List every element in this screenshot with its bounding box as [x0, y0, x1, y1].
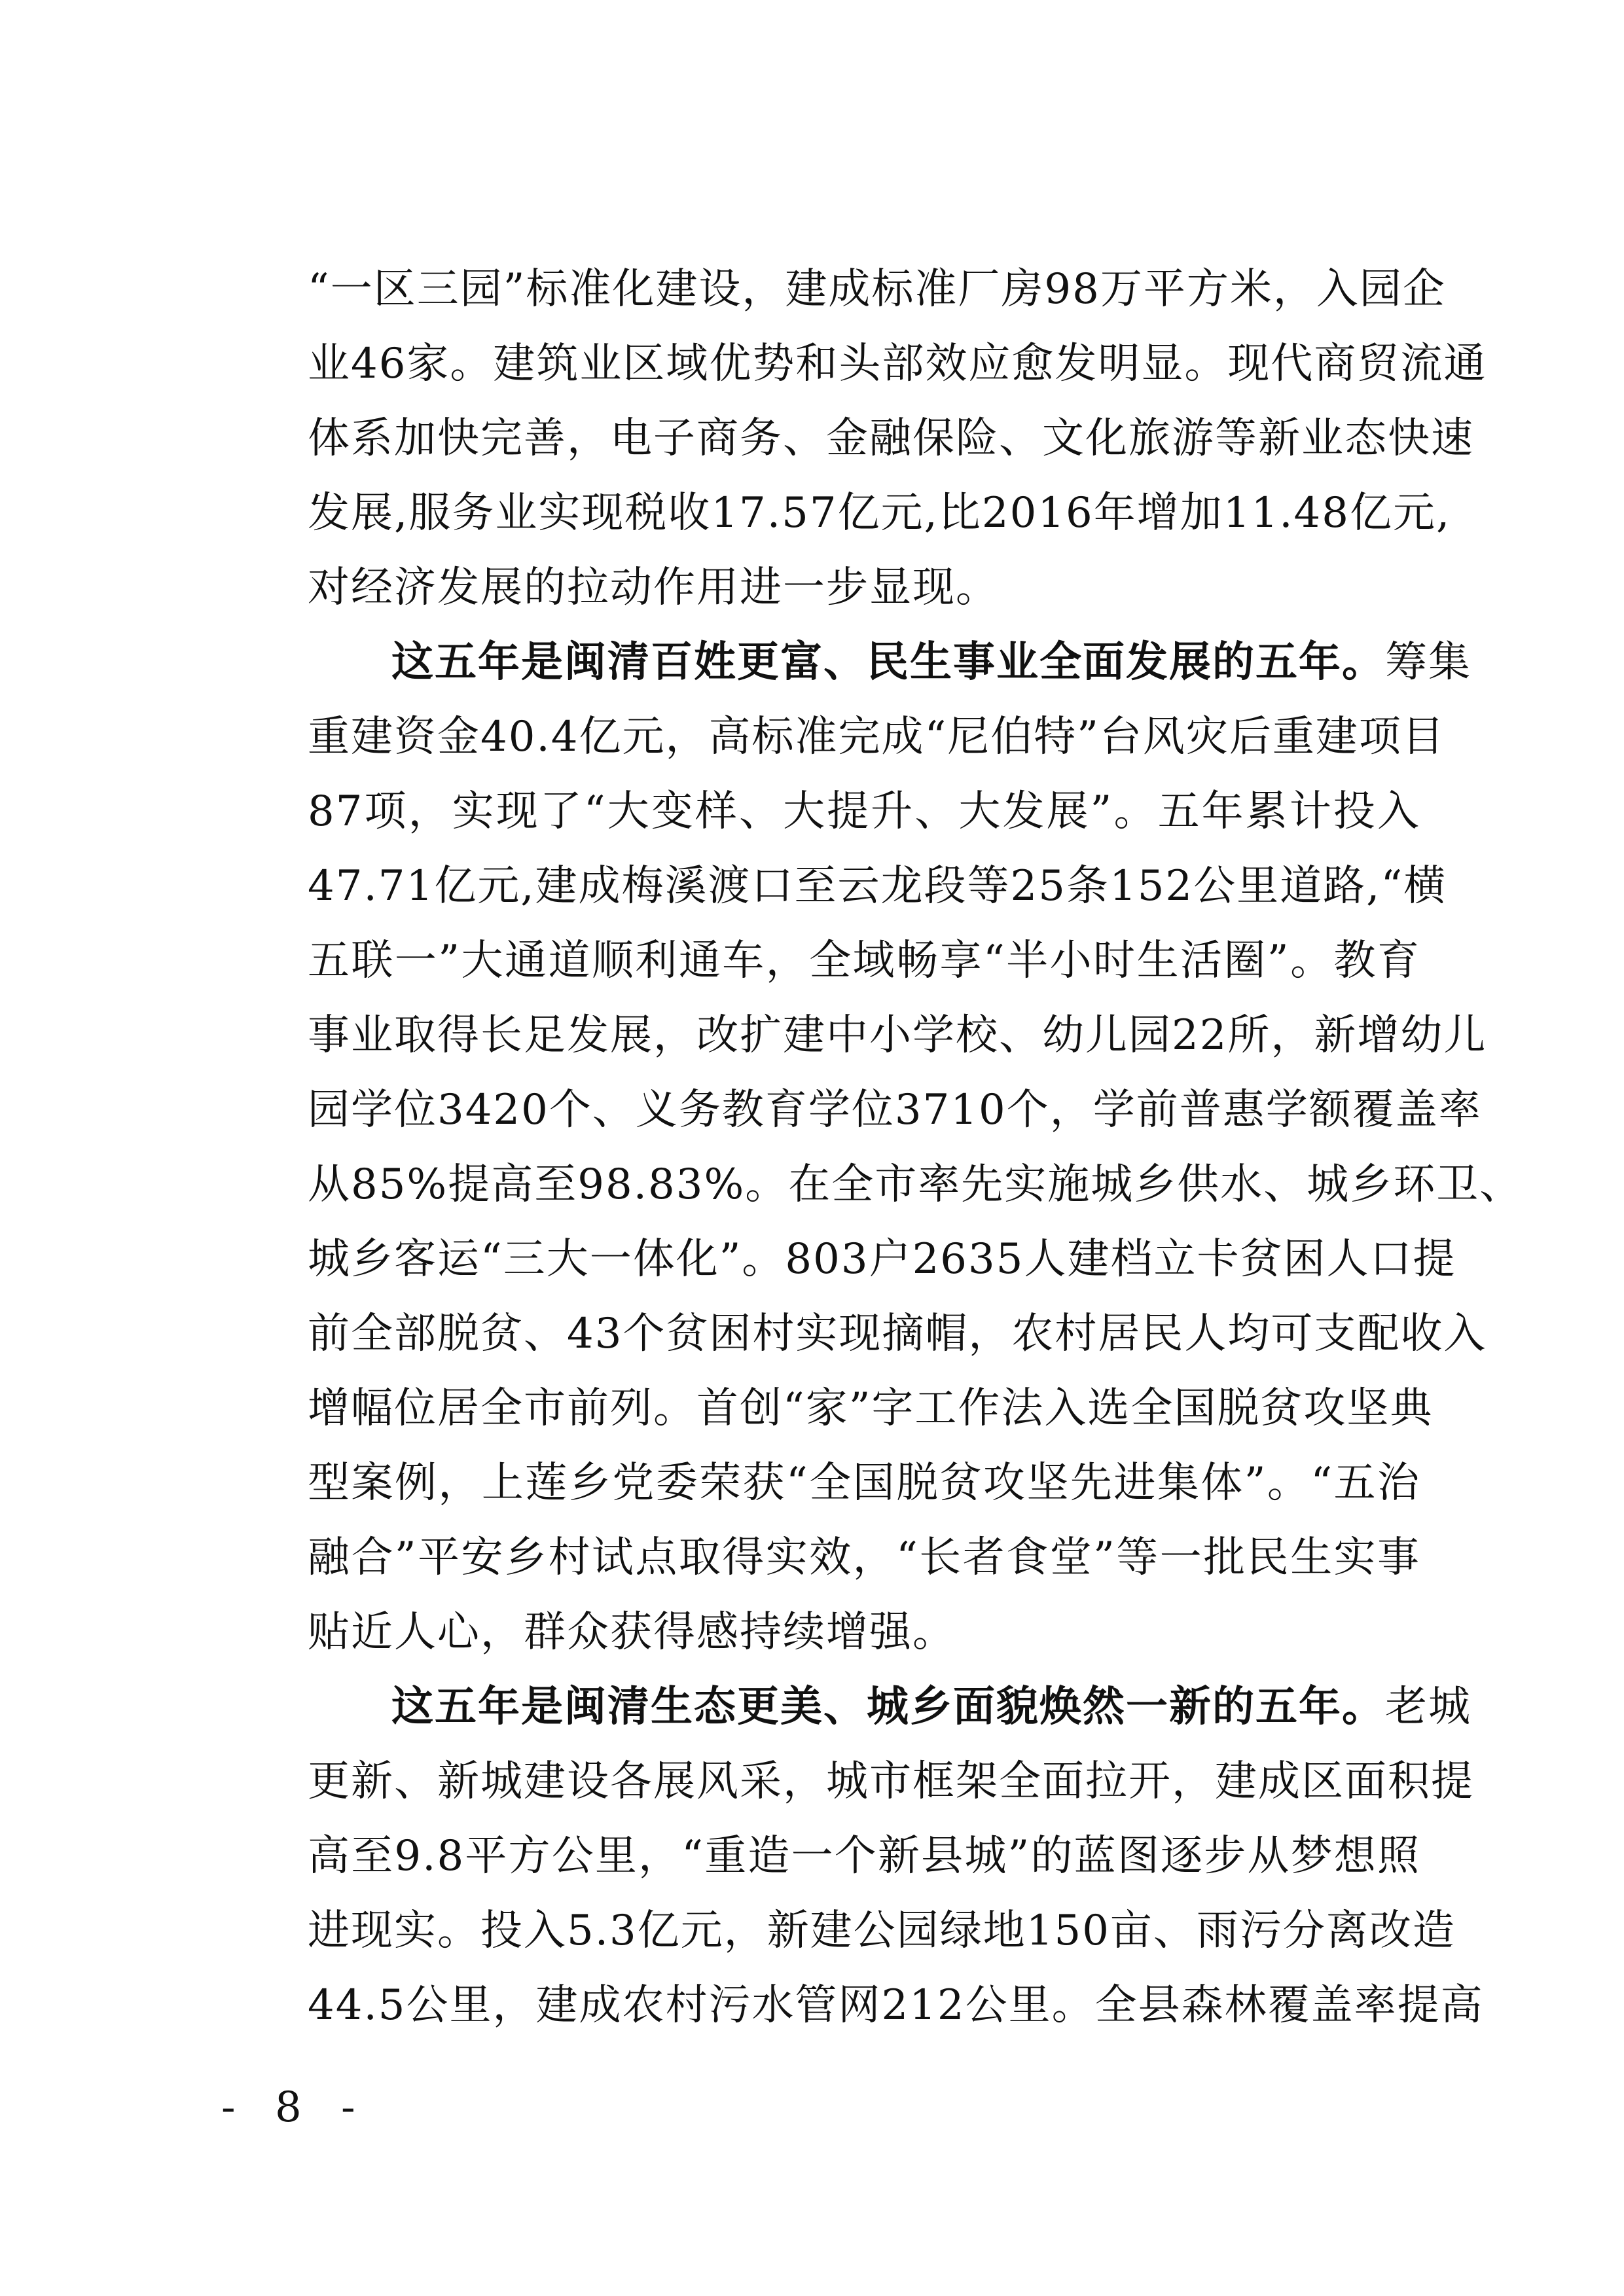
paragraph-first-line [308, 1670, 1471, 1744]
text-line: 高至9.8平方公里，“重造一个新县城”的蓝图逐步从梦想照 [308, 1832, 1420, 1880]
text-line: 业46家。建筑业区域优势和头部效应愈发明显。现代商贸流通 [308, 340, 1487, 388]
paragraph-first-line [308, 625, 1471, 700]
text-line: 城乡客运“三大一体化”。803户2635人建档立卡贫困人口提 [308, 1235, 1456, 1283]
paragraph-first-line-rest: 筹集 [1385, 638, 1471, 687]
text-line: 贴近人心，群众获得感持续增强。 [308, 1608, 956, 1657]
paragraph-heading: 这五年是闽清生态更美、城乡面貌焕然一新的五年。 [391, 1682, 1385, 1731]
text-line: 园学位3420个、义务教育学位3710个，学前普惠学额覆盖率 [308, 1086, 1482, 1134]
text-line: 增幅位居全市前列。首创“家”字工作法入选全国脱贫攻坚典 [308, 1384, 1434, 1433]
paragraph-heading: 这五年是闽清百姓更富、民生事业全面发展的五年。 [391, 637, 1385, 687]
text-line: 87项，实现了“大变样、大提升、大发展”。五年累计投入 [308, 787, 1420, 836]
text-line: 进现实。投入5.3亿元，新建公园绿地150亩、雨污分离改造 [308, 1907, 1456, 1955]
text-line: 对经济发展的拉动作用进一步显现。 [308, 564, 999, 612]
text-line: 前全部脱贫、43个贫困村实现摘帽，农村居民人均可支配收入 [308, 1310, 1487, 1358]
text-line: 体系加快完善，电子商务、金融保险、文化旅游等新业态快速 [308, 414, 1474, 463]
text-line: 重建资金40.4亿元，高标准完成“尼伯特”台风灾后重建项目 [308, 713, 1445, 761]
text-line: 五联一”大通道顺利通车，全域畅享“半小时生活圈”。教育 [308, 937, 1420, 985]
text-line: 44.5公里，建成农村污水管网212公里。全县森林覆盖率提高 [308, 1981, 1484, 2030]
text-line: 发展,服务业实现税收17.57亿元,比2016年增加11.48亿元, [308, 489, 1451, 537]
text-line: 型案例，上莲乡党委荣获“全国脱贫攻坚先进集体”。“五治 [308, 1459, 1420, 1507]
text-line: 融合”平安乡村试点取得实效，“长者食堂”等一批民生实事 [308, 1534, 1420, 1582]
text-line: 事业取得长足发展，改扩建中小学校、幼儿园22所，新增幼儿 [308, 1011, 1487, 1060]
page-number: - 8 - [221, 2083, 369, 2132]
text-line: 从85%提高至98.83%。在全市率先实施城乡供水、城乡环卫、 [308, 1160, 1523, 1209]
paragraph-first-line-rest: 老城 [1385, 1683, 1471, 1731]
text-line: 更新、新城建设各展风采，城市框架全面拉开，建成区面积提 [308, 1757, 1474, 1806]
text-line: “一区三园”标准化建设，建成标准厂房98万平方米，入园企 [308, 265, 1446, 314]
text-line: 47.71亿元,建成梅溪渡口至云龙段等25条152公里道路,“横 [308, 862, 1447, 910]
